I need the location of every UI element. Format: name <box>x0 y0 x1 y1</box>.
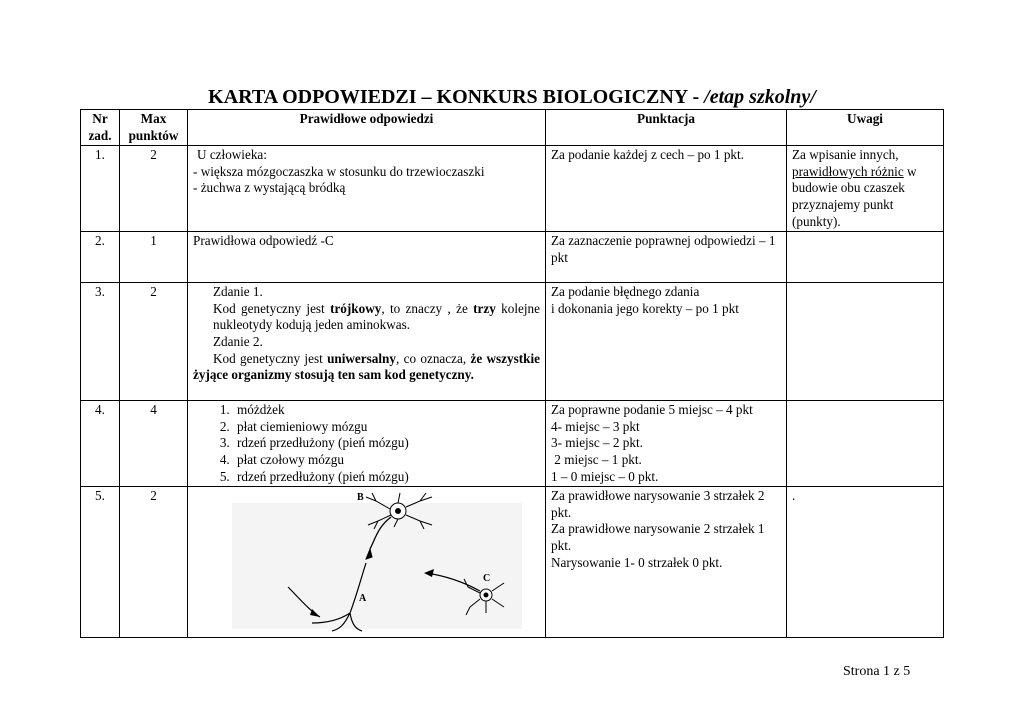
list-item: 5. rdzeń przedłużony (pień mózgu) <box>233 469 540 486</box>
row-notes <box>787 232 944 283</box>
notes-underlined: prawidłowych różnic <box>792 163 904 179</box>
row-nr: 1. <box>81 146 120 232</box>
row-answer <box>188 146 546 232</box>
answer-list <box>193 402 540 485</box>
sentence-label: Zdanie 1. <box>213 284 263 300</box>
bold-text: trójkowy <box>330 300 382 316</box>
table-row <box>81 283 944 401</box>
row-notes <box>787 146 944 232</box>
label-c: C <box>483 573 491 585</box>
header-notes: Uwagi <box>787 110 944 146</box>
row-scoring <box>546 401 787 487</box>
title-main: KARTA ODPOWIEDZI – KONKURS BIOLOGICZNY - <box>208 86 705 108</box>
row-scoring <box>546 283 787 401</box>
row-answer <box>188 401 546 487</box>
bold-text: uniwersalny <box>327 350 396 366</box>
sentence-label: Zdanie 2. <box>213 333 263 349</box>
row-answer <box>188 487 546 638</box>
scoring-line: Za prawidłowe narysowanie 2 strzałek 1 pkt. <box>551 521 765 553</box>
header-nr-line1: Nr <box>92 111 108 126</box>
notes-text: w budowie obu czaszek przyznajemy punkt (punkty). <box>792 163 917 229</box>
scoring-line: 1 – 0 miejsc – 0 pkt. <box>551 468 659 484</box>
table-row <box>81 401 944 487</box>
header-row <box>81 110 944 146</box>
header-max-line2: punktów <box>128 127 179 143</box>
page-footer: Strona 1 z 5 <box>843 664 911 679</box>
row-notes <box>787 401 944 487</box>
header-max <box>120 110 188 146</box>
row-max: 4 <box>120 401 188 487</box>
label-a: A <box>359 593 367 605</box>
scoring-line: Za podanie błędnego zdania <box>551 284 700 300</box>
row-scoring <box>546 487 787 638</box>
answer-line: - żuchwa z wystającą bródką <box>193 180 346 196</box>
answer-line: U człowieka: <box>197 147 267 163</box>
row-answer <box>188 283 546 401</box>
scoring-line: 3- miejsc – 2 pkt. <box>551 435 643 451</box>
neuron-diagram <box>228 487 528 635</box>
bold-text: że wszystkie żyjące organizmy stosują ten sam kod genetyczny. <box>193 350 540 383</box>
answers-table <box>80 109 944 638</box>
notes-text: Za wpisanie innych, <box>792 147 899 163</box>
title-stage: /etap szkolny/ <box>704 86 816 108</box>
header-nr-line2: zad. <box>88 127 112 143</box>
label-b: B <box>357 492 364 504</box>
row-answer: Prawidłowa odpowiedź -C <box>188 232 546 283</box>
row-nr: 2. <box>81 232 120 283</box>
scoring-line: i dokonania jego korekty – po 1 pkt <box>551 300 739 316</box>
row-max: 1 <box>120 232 188 283</box>
answer-line: - większa mózgoczaszka w stosunku do trzewioczaszki <box>193 163 485 179</box>
header-max-line1: Max <box>140 111 167 126</box>
scoring-line: Narysowanie 1- 0 strzałek 0 pkt. <box>551 554 723 570</box>
row-scoring: Za podanie każdej z cech – po 1 pkt. <box>546 146 787 232</box>
table-row <box>81 487 944 638</box>
bold-text: trzy <box>473 300 496 316</box>
scoring-line: Za poprawne podanie 5 miejsc – 4 pkt <box>551 402 753 418</box>
text: kolejne nukleotydy kodują jeden aminokwas. <box>213 300 540 333</box>
list-item: 2. płat ciemieniowy mózgu <box>233 419 540 436</box>
list-item: 4. płat czołowy mózgu <box>233 452 540 469</box>
row-notes: . <box>787 487 944 638</box>
header-answers: Prawidłowe odpowiedzi <box>188 110 546 146</box>
row-nr: 4. <box>81 401 120 487</box>
list-item: 1. móżdżek <box>233 402 540 419</box>
table-row <box>81 146 944 232</box>
page-title <box>0 86 1024 108</box>
row-max: 2 <box>120 283 188 401</box>
table-row <box>81 232 944 283</box>
scoring-line: 2 miejsc – 1 pkt. <box>551 451 642 467</box>
header-scoring: Punktacja <box>546 110 787 146</box>
list-item: 3. rdzeń przedłużony (pień mózgu) <box>233 435 540 452</box>
sentence-1 <box>193 301 540 334</box>
text: Kod genetyczny jest <box>213 300 331 316</box>
sentence-2 <box>193 351 540 384</box>
header-nr <box>81 110 120 146</box>
row-scoring: Za zaznaczenie poprawnej odpowiedzi – 1 pkt <box>546 232 787 283</box>
text: , co oznacza, <box>395 350 471 366</box>
scoring-line: Za prawidłowe narysowanie 3 strzałek 2 pkt. <box>551 488 765 520</box>
text: Kod genetyczny jest <box>213 350 328 366</box>
row-max: 2 <box>120 487 188 638</box>
text: , to znaczy , że <box>381 300 474 316</box>
scoring-line: 4- miejsc – 3 pkt <box>551 418 640 434</box>
row-max: 2 <box>120 146 188 232</box>
row-notes <box>787 283 944 401</box>
row-nr: 5. <box>81 487 120 638</box>
row-nr: 3. <box>81 283 120 401</box>
